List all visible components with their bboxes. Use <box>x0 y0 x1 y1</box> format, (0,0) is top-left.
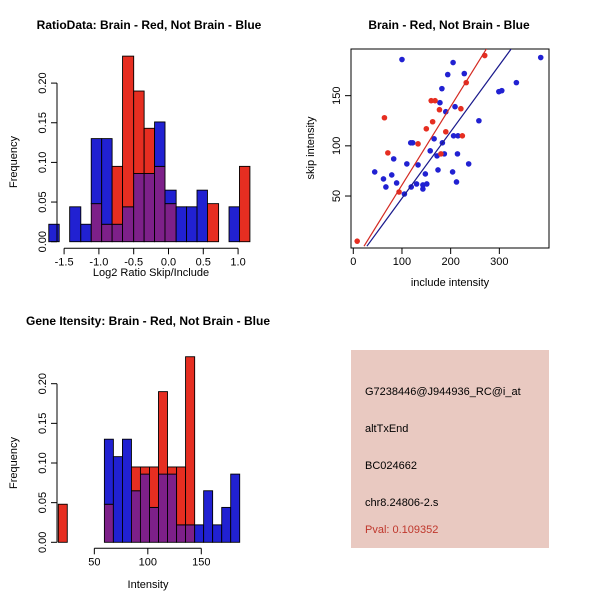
scatter-point-notbrain <box>514 80 520 86</box>
hist-bar-blue <box>165 190 176 203</box>
hist-bar-blue <box>222 507 231 542</box>
hist-bar-overlap <box>140 474 149 542</box>
x-tick-label: 200 <box>441 256 460 268</box>
hist-bar-overlap <box>134 174 144 242</box>
scatter-point-brain <box>430 119 436 125</box>
scatter-point-notbrain <box>391 156 397 162</box>
scatter-xlabel: include intensity <box>410 277 490 289</box>
scatter-point-notbrain <box>381 176 387 182</box>
ratio-histogram-panel <box>0 0 300 300</box>
scatter-point-notbrain <box>450 60 456 66</box>
hist-bar-red <box>150 467 159 507</box>
x-tick-label: 0 <box>350 256 357 268</box>
hist-bar-red <box>144 128 154 173</box>
hist-bar-overlap <box>167 474 176 542</box>
hist-bar-blue <box>176 207 186 242</box>
hist-bar-blue <box>70 207 81 242</box>
pval-text: Pval: 0.109352 <box>365 524 439 536</box>
scatter-point-brain <box>432 98 438 104</box>
accession-text: BC024662 <box>365 460 417 472</box>
hist-bar-overlap <box>186 525 195 542</box>
scatter-point-notbrain <box>452 104 458 110</box>
hist-bar-red <box>140 467 149 474</box>
hist-bar-red <box>134 91 144 173</box>
ratio-histogram-ylabel: Frequency <box>8 136 20 188</box>
scatter-point-notbrain <box>476 118 482 124</box>
x-tick-label: 0.5 <box>195 256 211 269</box>
hist-bar-red <box>131 467 140 491</box>
scatter-plot-area <box>331 48 549 268</box>
hist-bar-overlap <box>150 507 159 542</box>
scatter-point-notbrain <box>496 89 502 95</box>
hist-bar-overlap <box>177 525 186 542</box>
hist-bar-blue <box>155 122 165 166</box>
scatter-point-notbrain <box>437 100 443 106</box>
y-tick-label: 0.05 <box>37 491 49 514</box>
hist-bar-red <box>112 166 122 224</box>
scatter-point-brain <box>458 106 464 112</box>
hist-bar-blue <box>113 457 122 543</box>
scatter-point-notbrain <box>410 140 416 146</box>
hist-bar-blue <box>195 525 204 542</box>
ratio-histogram-title: RatioData: Brain - Red, Not Brain - Blue <box>36 18 262 32</box>
hist-bar-red <box>177 467 186 525</box>
gene-intensity-histogram-panel <box>0 300 300 600</box>
x-tick-label: -1.0 <box>89 256 109 269</box>
brain-fit-line <box>364 48 487 246</box>
hist-bar-blue <box>231 474 240 542</box>
y-tick-label: 0.10 <box>37 452 49 474</box>
scatter-point-brain <box>385 150 391 156</box>
scatter-point-brain <box>415 141 421 147</box>
scatter-ylabel: skip intensity <box>305 116 317 180</box>
x-tick-label: 300 <box>490 256 509 268</box>
hist-bar-red <box>123 56 134 207</box>
gene-histogram-title: Gene Itensity: Brain - Red, Not Brain - Blue <box>25 314 271 328</box>
scatter-point-notbrain <box>404 161 410 167</box>
hist-bar-blue <box>81 224 91 241</box>
scatter-point-notbrain <box>439 86 445 92</box>
hist-bar-overlap <box>123 207 134 242</box>
y-tick-label: 0.15 <box>37 112 49 134</box>
scatter-point-brain <box>438 151 444 157</box>
hist-bar-red <box>167 467 176 474</box>
gene-histogram-ylabel: Frequency <box>8 437 20 489</box>
scatter-point-notbrain <box>383 184 389 190</box>
y-tick-label: 0.10 <box>37 151 49 174</box>
ratio-histogram-plot-area <box>37 56 250 268</box>
hist-bar-blue <box>213 525 222 542</box>
scatter-point-notbrain <box>461 71 467 77</box>
scatter-point-notbrain <box>423 171 429 177</box>
x-tick-label: -0.5 <box>124 256 144 269</box>
x-tick-label: 1.0 <box>230 256 246 269</box>
hist-bar-overlap <box>155 166 165 241</box>
x-tick-label: 0.0 <box>160 256 177 269</box>
hist-bar-overlap <box>104 504 113 542</box>
scatter-point-notbrain <box>538 55 544 61</box>
y-tick-label: 150 <box>331 86 343 105</box>
gene-histogram-plot-area <box>37 357 240 569</box>
points-group <box>354 48 543 246</box>
gene-histogram-xlabel: Intensity <box>127 579 169 591</box>
ratio-histogram-xlabel: Log2 Ratio Skip/Include <box>92 267 210 279</box>
scatter-point-brain <box>382 115 388 121</box>
probe-id-text: G7238446@J944936_RC@i_at <box>365 386 521 398</box>
scatter-point-notbrain <box>399 57 405 63</box>
x-tick-label: 50 <box>88 556 101 569</box>
y-tick-label: 50 <box>331 189 343 203</box>
scatter-point-notbrain <box>424 181 430 187</box>
hist-bar-blue <box>229 207 239 242</box>
scatter-point-notbrain <box>455 151 461 157</box>
y-tick-label: 0.15 <box>37 412 49 435</box>
hist-bar-blue <box>197 190 207 242</box>
hist-bar-overlap <box>131 491 140 543</box>
scatter-title: Brain - Red, Not Brain - Blue <box>368 18 530 32</box>
hist-bar-overlap <box>112 224 122 241</box>
hist-bar-overlap <box>159 474 168 542</box>
y-tick-label: 0.20 <box>37 72 49 94</box>
hist-bar-overlap <box>165 204 176 242</box>
scatter-point-notbrain <box>427 148 433 154</box>
hist-bar-blue <box>122 439 131 542</box>
scatter-point-notbrain <box>435 167 441 173</box>
x-tick-label: 100 <box>138 556 157 569</box>
locus-text: chr8.24806-2.s <box>365 497 439 509</box>
splice-event-text: altTxEnd <box>365 423 409 435</box>
hist-bar-red <box>58 504 67 542</box>
scatter-point-notbrain <box>372 169 378 175</box>
x-tick-label: -1.5 <box>54 256 74 269</box>
hist-bar-blue <box>104 439 113 504</box>
x-tick-label: 100 <box>392 256 412 268</box>
scatter-point-notbrain <box>414 181 420 187</box>
hist-bar-overlap <box>102 224 112 241</box>
y-tick-label: 100 <box>331 136 343 156</box>
scatter-point-notbrain <box>450 169 456 175</box>
scatter-point-brain <box>424 126 430 132</box>
scatter-point-brain <box>437 107 443 113</box>
hist-bar-blue <box>204 491 213 543</box>
intensity-scatter-panel <box>300 0 600 300</box>
scatter-point-notbrain <box>454 179 460 185</box>
scatter-point-notbrain <box>445 72 451 78</box>
notbrain-fit-line <box>367 48 512 246</box>
scatter-point-notbrain <box>394 180 400 186</box>
hist-bar-red <box>159 392 168 474</box>
scatter-point-brain <box>460 133 466 139</box>
scatter-point-brain <box>354 238 360 244</box>
scatter-point-notbrain <box>389 172 395 178</box>
hist-bar-red <box>186 357 195 525</box>
hist-bar-blue <box>187 207 197 242</box>
hist-bar-blue <box>91 139 101 204</box>
hist-bar-red <box>239 166 249 241</box>
info-panel <box>351 350 549 548</box>
scatter-point-notbrain <box>420 186 426 192</box>
y-tick-label: 0.05 <box>37 191 49 213</box>
hist-bar-overlap <box>144 174 154 242</box>
y-tick-label: 0.20 <box>37 372 49 395</box>
hist-bar-blue <box>102 139 112 225</box>
scatter-point-notbrain <box>466 161 472 167</box>
scatter-point-brain <box>443 129 449 135</box>
hist-bar-blue <box>49 224 59 241</box>
x-tick-label: 150 <box>192 556 211 569</box>
y-tick-label: 0.00 <box>37 531 49 554</box>
hist-bar-red <box>207 204 218 242</box>
hist-bar-overlap <box>91 204 101 242</box>
y-tick-label: 0.00 <box>37 230 49 253</box>
